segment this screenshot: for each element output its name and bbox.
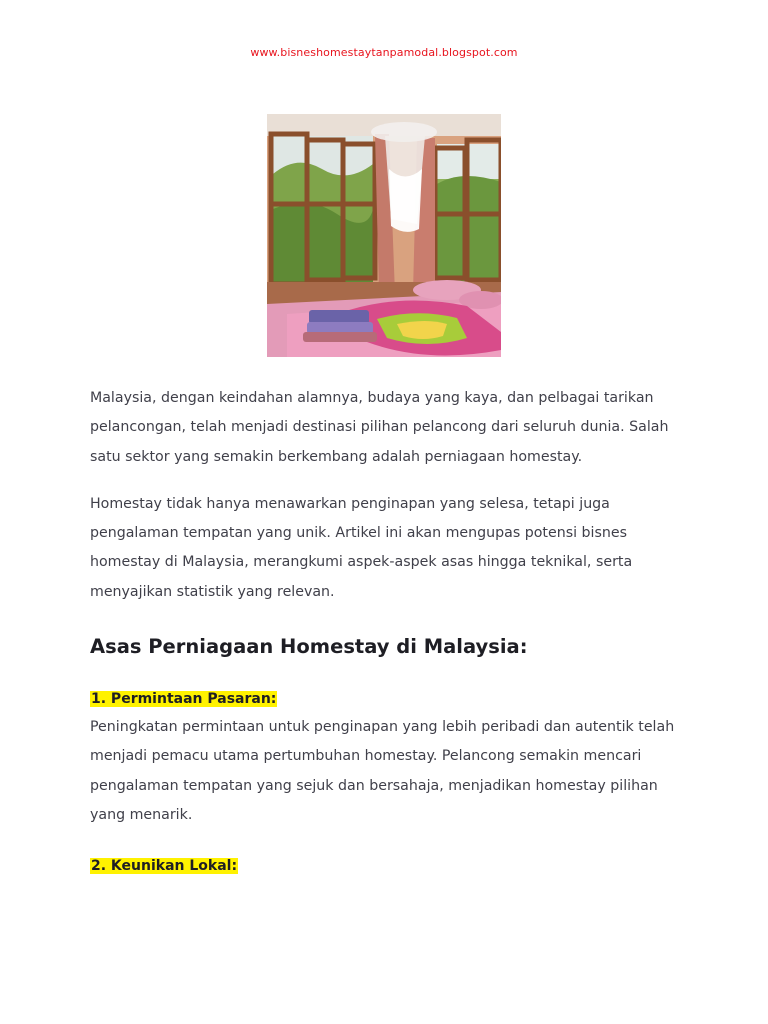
point-heading-label: 1. Permintaan Pasaran: — [91, 691, 277, 708]
site-url[interactable]: www.bisneshomestaytanpamodal.blogspot.com — [250, 46, 518, 59]
section-heading: Asas Perniagaan Homestay di Malaysia: — [90, 635, 528, 659]
point-heading-label: 2. Keunikan Lokal: — [91, 858, 238, 875]
point-heading — [90, 689, 690, 709]
article-body — [90, 384, 690, 876]
bedroom-photo — [267, 114, 501, 357]
intro-paragraph: Homestay tidak hanya menawarkan penginapan yang selesa, tetapi juga pengalaman tempatan yang unik. Artikel ini akan mengupas potensi bisnes homestay di Malaysia, merangkumi aspek-aspek asas hingga teknikal, serta menyajikan statistik yang relevan. — [90, 495, 633, 600]
intro-paragraph: Malaysia, dengan keindahan alamnya, budaya yang kaya, dan pelbagai tarikan pelancongan, telah menjadi destinasi pilihan pelancong dari seluruh dunia. Salah satu sektor yang semakin berkembang adalah perniagaan homestay. — [90, 390, 669, 465]
point-body: Peningkatan permintaan untuk penginapan yang lebih peribadi dan autentik telah menjadi pemacu utama pertumbuhan homestay. Pelancong semakin mencari pengalaman tempatan yang sejuk dan bersahaja, menjadikan homestay pilihan yang menarik. — [90, 719, 675, 823]
point-heading — [90, 856, 690, 876]
